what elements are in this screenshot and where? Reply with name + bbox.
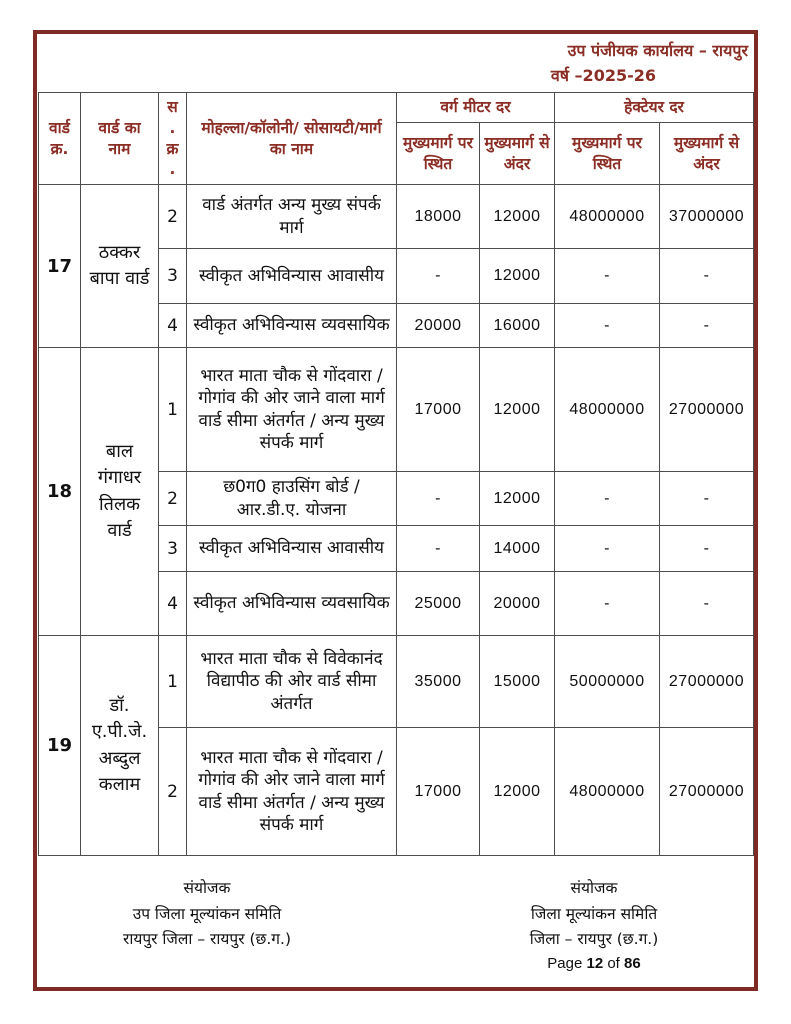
rate-cell: - xyxy=(660,572,754,636)
document-header xyxy=(551,39,748,89)
serial-cell: 1 xyxy=(159,348,187,472)
road-desc-cell: भारत माता चौक से गोंदवारा / गोगांव की ओर जाने वाला मार्ग वार्ड सीमा अंतर्गत / अन्य मुख्य संपर्क मार्ग xyxy=(187,728,397,856)
rate-cell: - xyxy=(555,249,660,304)
rate-cell: - xyxy=(555,572,660,636)
ward-name-cell: बाल गंगाधर तिलक वार्ड xyxy=(81,348,159,636)
rate-cell: - xyxy=(660,304,754,348)
header-sqm-on-main: मुख्यमार्ग पर स्थित xyxy=(397,123,480,185)
rate-cell: 12000 xyxy=(480,348,555,472)
ward-no-cell: 17 xyxy=(39,185,81,348)
page-number xyxy=(479,952,709,977)
serial-cell: 1 xyxy=(159,636,187,728)
rate-cell: 25000 xyxy=(397,572,480,636)
ward-no-cell: 18 xyxy=(39,348,81,636)
rate-cell: 48000000 xyxy=(555,728,660,856)
road-desc-cell: स्वीकृत अभिविन्यास व्यवसायिक xyxy=(187,572,397,636)
footer-right-line1: संयोजक xyxy=(570,879,618,898)
header-hectare-group: हेक्टेयर दर xyxy=(555,93,754,123)
page-current: 12 xyxy=(586,955,604,973)
rate-cell: - xyxy=(555,304,660,348)
rate-cell: 15000 xyxy=(480,636,555,728)
header-sqm-group: वर्ग मीटर दर xyxy=(397,93,555,123)
rate-cell: 17000 xyxy=(397,348,480,472)
footer-left-line2: उप जिला मूल्यांकन समिति xyxy=(132,904,282,923)
rate-cell: 27000000 xyxy=(660,728,754,856)
rate-cell: - xyxy=(660,526,754,572)
rate-cell: - xyxy=(397,472,480,526)
rate-table xyxy=(38,92,754,856)
page-total: 86 xyxy=(624,955,641,973)
rate-cell: 48000000 xyxy=(555,348,660,472)
rate-cell: - xyxy=(397,526,480,572)
rate-cell: 14000 xyxy=(480,526,555,572)
road-desc-cell: स्वीकृत अभिविन्यास आवासीय xyxy=(187,526,397,572)
header-serial: स . क्र . xyxy=(159,93,187,185)
footer-left-line1: संयोजक xyxy=(183,879,231,898)
rate-cell: 35000 xyxy=(397,636,480,728)
road-desc-cell: छ0ग0 हाउसिंग बोर्ड / आर.डी.ए. योजना xyxy=(187,472,397,526)
office-title: उप पंजीयक कार्यालय – रायपुर xyxy=(567,41,748,60)
road-desc-cell: भारत माता चौक से गोंदवारा / गोगांव की ओर जाने वाला मार्ग वार्ड सीमा अंतर्गत / अन्य मुख्य संपर्क मार्ग xyxy=(187,348,397,472)
ward-name-cell: ठक्कर बापा वार्ड xyxy=(81,185,159,348)
ward-name-cell: डॉ. ए.पी.जे. अब्दुल कलाम xyxy=(81,636,159,856)
footer-right-signatory xyxy=(479,876,709,953)
rate-cell: 12000 xyxy=(480,472,555,526)
rate-cell: 27000000 xyxy=(660,348,754,472)
serial-cell: 3 xyxy=(159,249,187,304)
rate-cell: 12000 xyxy=(480,249,555,304)
footer-left-line3: रायपुर जिला – रायपुर (छ.ग.) xyxy=(122,930,291,949)
rate-cell: 50000000 xyxy=(555,636,660,728)
header-hect-on-main: मुख्यमार्ग पर स्थित xyxy=(555,123,660,185)
rate-cell: 12000 xyxy=(480,185,555,249)
road-desc-cell: वार्ड अंतर्गत अन्य मुख्य संपर्क मार्ग xyxy=(187,185,397,249)
rate-cell: 27000000 xyxy=(660,636,754,728)
footer-right-line2: जिला मूल्यांकन समिति xyxy=(530,904,658,923)
serial-cell: 4 xyxy=(159,304,187,348)
document-page xyxy=(33,30,758,991)
rate-cell: 48000000 xyxy=(555,185,660,249)
serial-cell: 2 xyxy=(159,728,187,856)
rate-cell: 18000 xyxy=(397,185,480,249)
road-desc-cell: स्वीकृत अभिविन्यास व्यवसायिक xyxy=(187,304,397,348)
rate-cell: 37000000 xyxy=(660,185,754,249)
rate-cell: - xyxy=(555,472,660,526)
rate-cell: 17000 xyxy=(397,728,480,856)
rate-cell: - xyxy=(397,249,480,304)
rate-cell: 20000 xyxy=(480,572,555,636)
serial-cell: 4 xyxy=(159,572,187,636)
road-desc-cell: भारत माता चौक से विवेकानंद विद्यापीठ की ओर वार्ड सीमा अंतर्गत xyxy=(187,636,397,728)
serial-cell: 2 xyxy=(159,185,187,249)
rate-cell: - xyxy=(660,472,754,526)
header-sqm-inside: मुख्यमार्ग से अंदर xyxy=(480,123,555,185)
table-row xyxy=(39,636,754,728)
table-row xyxy=(39,185,754,249)
rate-cell: - xyxy=(555,526,660,572)
rate-cell: 12000 xyxy=(480,728,555,856)
rate-cell: - xyxy=(660,249,754,304)
year-label: वर्ष –2025-26 xyxy=(550,65,656,85)
header-ward-name: वार्ड का नाम xyxy=(81,93,159,185)
footer-left-signatory xyxy=(92,876,322,953)
serial-cell: 2 xyxy=(159,472,187,526)
page-of: of xyxy=(607,955,620,973)
ward-no-cell: 19 xyxy=(39,636,81,856)
header-hect-inside: मुख्यमार्ग से अंदर xyxy=(660,123,754,185)
road-desc-cell: स्वीकृत अभिविन्यास आवासीय xyxy=(187,249,397,304)
rate-cell: 20000 xyxy=(397,304,480,348)
footer-right-line3: जिला – रायपुर (छ.ग.) xyxy=(529,930,659,949)
serial-cell: 3 xyxy=(159,526,187,572)
page-prefix: Page xyxy=(547,955,583,973)
rate-cell: 16000 xyxy=(480,304,555,348)
header-mohalla: मोहल्ला/कॉलोनी/ सोसायटी/मार्ग का नाम xyxy=(187,93,397,185)
table-row xyxy=(39,348,754,472)
header-ward-no: वार्ड क्र. xyxy=(39,93,81,185)
